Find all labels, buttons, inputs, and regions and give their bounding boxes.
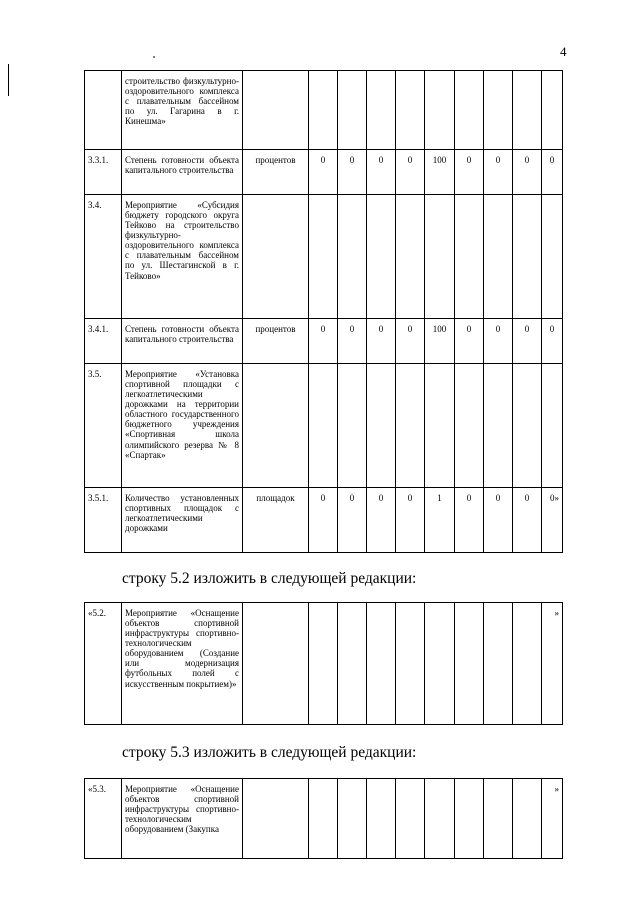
value-cell bbox=[367, 603, 396, 725]
value-cell bbox=[425, 195, 455, 319]
value-cell: 0 bbox=[338, 319, 367, 364]
value-cell: 0 bbox=[367, 488, 396, 553]
value-cell bbox=[484, 195, 513, 319]
table-row bbox=[85, 603, 563, 725]
table-row bbox=[85, 195, 563, 319]
value-cell bbox=[367, 195, 396, 319]
value-cell: 0 bbox=[484, 488, 513, 553]
page-number: 4 bbox=[560, 44, 567, 59]
row-description: Степень готовности объекта капитального строительства bbox=[122, 319, 243, 364]
value-cell: 0 bbox=[396, 488, 425, 553]
table-row bbox=[85, 71, 563, 150]
amendment-heading-5-3: строку 5.3 изложить в следующей редакции: bbox=[122, 744, 417, 761]
value-cell bbox=[513, 71, 542, 150]
value-cell bbox=[396, 364, 425, 488]
row-description: Мероприятие «Оснащение объектов спортивной инфраструктуры спортивно-технологическим оборудованием (Создание или модернизация футбольных полей с искусственным покрытием)» bbox=[122, 603, 243, 725]
value-cell bbox=[309, 364, 338, 488]
value-cell bbox=[513, 364, 542, 488]
table-row bbox=[85, 488, 563, 553]
value-cell bbox=[396, 71, 425, 150]
value-cell: 0 bbox=[484, 150, 513, 195]
row-5-2-table bbox=[84, 602, 563, 725]
row-unit: процентов bbox=[243, 150, 309, 195]
value-cell bbox=[396, 779, 425, 859]
value-cell: 0 bbox=[455, 150, 484, 195]
value-cell bbox=[542, 71, 563, 150]
value-cell bbox=[484, 603, 513, 725]
value-cell bbox=[542, 364, 563, 488]
value-cell bbox=[542, 195, 563, 319]
value-cell: 0 bbox=[542, 150, 563, 195]
value-cell bbox=[309, 195, 338, 319]
margin-mark bbox=[8, 64, 9, 96]
row-number: 3.5. bbox=[85, 364, 122, 488]
value-cell: 0 bbox=[455, 488, 484, 553]
value-cell bbox=[396, 195, 425, 319]
value-cell bbox=[455, 71, 484, 150]
row-unit: процентов bbox=[243, 319, 309, 364]
value-cell: 0 bbox=[513, 488, 542, 553]
table-row bbox=[85, 779, 563, 859]
value-cell bbox=[455, 364, 484, 488]
value-cell bbox=[338, 71, 367, 150]
row-description: Количество установленных спортивных площадок с легкоатлетическими дорожками bbox=[122, 488, 243, 553]
row-unit bbox=[243, 71, 309, 150]
value-cell bbox=[513, 603, 542, 725]
value-cell: 100 bbox=[425, 150, 455, 195]
value-cell bbox=[425, 364, 455, 488]
value-cell: 100 bbox=[425, 319, 455, 364]
row-unit bbox=[243, 364, 309, 488]
value-cell: 0 bbox=[484, 319, 513, 364]
value-cell: 0 bbox=[513, 319, 542, 364]
scan-speck bbox=[153, 56, 155, 58]
row-description: Мероприятие «Установка спортивной площадки с легкоатлетическими дорожками на территории областного государственного бюджетного учреждения «Спортивная школа олимпийского резерва № 8 «Спартак» bbox=[122, 364, 243, 488]
value-cell bbox=[455, 603, 484, 725]
value-cell bbox=[455, 779, 484, 859]
value-cell bbox=[425, 603, 455, 725]
row-number: «5.2. bbox=[85, 603, 122, 725]
value-cell: 0 bbox=[309, 319, 338, 364]
value-cell: » bbox=[542, 779, 563, 859]
row-unit bbox=[243, 603, 309, 725]
value-cell bbox=[367, 364, 396, 488]
row-number: 3.3.1. bbox=[85, 150, 122, 195]
row-unit bbox=[243, 195, 309, 319]
value-cell: 0 bbox=[309, 150, 338, 195]
value-cell bbox=[338, 195, 367, 319]
row-unit bbox=[243, 779, 309, 859]
value-cell: 1 bbox=[425, 488, 455, 553]
value-cell bbox=[338, 779, 367, 859]
row-unit: площадок bbox=[243, 488, 309, 553]
value-cell bbox=[484, 779, 513, 859]
value-cell bbox=[425, 779, 455, 859]
value-cell bbox=[309, 71, 338, 150]
row-number: 3.4. bbox=[85, 195, 122, 319]
amendment-heading-5-2: строку 5.2 изложить в следующей редакции: bbox=[122, 570, 417, 587]
value-cell: 0» bbox=[542, 488, 563, 553]
row-description: Мероприятие «Оснащение объектов спортивной инфраструктуры спортивно-технологическим оборудованием (Закупка bbox=[122, 779, 243, 859]
value-cell: 0 bbox=[513, 150, 542, 195]
row-number: 3.4.1. bbox=[85, 319, 122, 364]
indicators-table bbox=[84, 70, 563, 553]
value-cell: » bbox=[542, 603, 563, 725]
value-cell: 0 bbox=[367, 150, 396, 195]
value-cell: 0 bbox=[367, 319, 396, 364]
value-cell bbox=[484, 71, 513, 150]
row-number: «5.3. bbox=[85, 779, 122, 859]
value-cell bbox=[425, 71, 455, 150]
row-description: строительство физкультурно-оздоровительного комплекса с плавательным бассейном по ул. Гагарина в г. Кинешма» bbox=[122, 71, 243, 150]
value-cell: 0 bbox=[309, 488, 338, 553]
table-row bbox=[85, 319, 563, 364]
value-cell: 0 bbox=[455, 319, 484, 364]
row-description: Мероприятие «Субсидия бюджету городского округа Тейково на строительство физкультурно-оздоровительного комплекса с плавательным бассейном по ул. Шестагинской в г. Тейково» bbox=[122, 195, 243, 319]
value-cell: 0 bbox=[542, 319, 563, 364]
value-cell bbox=[396, 603, 425, 725]
value-cell bbox=[309, 779, 338, 859]
value-cell: 0 bbox=[338, 488, 367, 553]
row-description: Степень готовности объекта капитального строительства bbox=[122, 150, 243, 195]
value-cell bbox=[455, 195, 484, 319]
value-cell bbox=[513, 779, 542, 859]
value-cell bbox=[367, 71, 396, 150]
value-cell bbox=[367, 779, 396, 859]
row-number: 3.5.1. bbox=[85, 488, 122, 553]
table-row bbox=[85, 364, 563, 488]
table-row bbox=[85, 150, 563, 195]
value-cell: 0 bbox=[338, 150, 367, 195]
row-number bbox=[85, 71, 122, 150]
row-5-3-table bbox=[84, 778, 563, 859]
value-cell bbox=[338, 603, 367, 725]
value-cell bbox=[513, 195, 542, 319]
value-cell: 0 bbox=[396, 150, 425, 195]
value-cell bbox=[484, 364, 513, 488]
value-cell bbox=[309, 603, 338, 725]
value-cell bbox=[338, 364, 367, 488]
value-cell: 0 bbox=[396, 319, 425, 364]
